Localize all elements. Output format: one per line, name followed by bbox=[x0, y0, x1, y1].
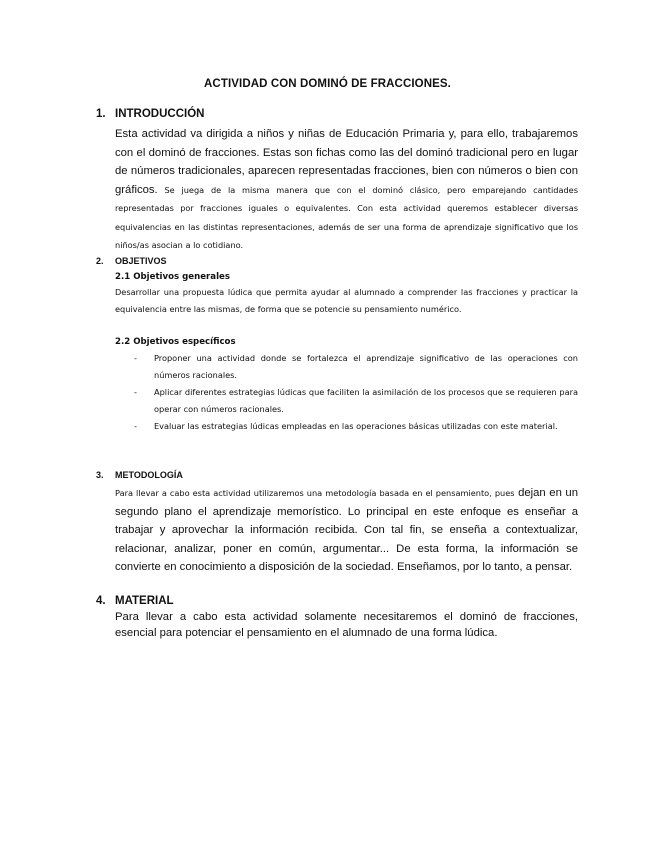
objetivos-generales-text: Desarrollar una propuesta lúdica que permita ayudar al alumnado a comprender las fracciones y practicar la equivalencia entre las mismas, de forma que se potencie su pensamiento numérico. bbox=[115, 287, 578, 314]
material-paragraph: Para llevar a cabo esta actividad solamente necesitaremos el dominó de fracciones, esencial para potenciar el pensamiento en el alumnado de una forma lúdica. bbox=[115, 611, 578, 639]
section-heading-material bbox=[96, 595, 174, 607]
section-number: 4. bbox=[96, 595, 106, 607]
section-heading-introduccion bbox=[96, 108, 204, 120]
subheading-objetivos-generales: 2.1 Objetivos generales bbox=[115, 272, 230, 282]
list-item bbox=[115, 418, 578, 435]
objetivos-especificos-list bbox=[115, 350, 578, 436]
bullet-marker: - bbox=[134, 387, 137, 398]
bullet-marker: - bbox=[134, 353, 137, 363]
intro-paragraph bbox=[115, 124, 578, 254]
section-number: 3. bbox=[96, 470, 104, 480]
document-title: ACTIVIDAD CON DOMINÓ DE FRACCIONES. bbox=[204, 78, 451, 90]
section-heading-metodologia bbox=[96, 470, 183, 480]
intro-text-part-a: Esta actividad va dirigida a niños y niñas de Educación Primaria y, para ello, trabajaremos con el dominó de fracciones. Estas son fichas como las del dominó tradicional pero en lugar de números tradicionales, aparecen representadas fracciones, bien con números o bien con gráficos. bbox=[115, 128, 578, 196]
section-number: 1. bbox=[96, 108, 106, 120]
section-title: MATERIAL bbox=[115, 595, 174, 607]
metodologia-text-part-b: dejan en un segundo plano el aprendizaje memorístico. Lo principal en este enfoque es enseñar a trabajar y aprovechar la información recibida. Con tal fin, se enseña a contextualizar, relacionar, analizar, poner en común, argumentar... De esta forma, la información se convierte en conocimiento a disposición de la sociedad. Enseñamos, por lo tanto, a pensar. bbox=[115, 487, 578, 574]
section-title: OBJETIVOS bbox=[115, 256, 167, 266]
metodologia-text-part-a: Para llevar a cabo esta actividad utilizaremos una metodología basada en el pensamiento, pues bbox=[115, 488, 515, 498]
intro-text-part-b: Se juega de la misma manera que con el dominó clásico, pero emparejando cantidades representadas por fracciones iguales o equivalentes. Con esta actividad queremos establecer diversas equivalencias en las distintas representaciones, además de ser una forma de aprendizaje significativo que los niños/as asocian a lo cotidiano. bbox=[115, 184, 578, 251]
list-item-text: Proponer una actividad donde se fortalezca el aprendizaje significativo de las operaciones con números racionales. bbox=[154, 353, 578, 380]
list-item-text: Aplicar diferentes estrategias lúdicas que faciliten la asimilación de los procesos que se requieren para operar con números racionales. bbox=[154, 387, 578, 414]
list-item bbox=[115, 384, 578, 417]
list-item-text: Evaluar las estrategias lúdicas empleadas en las operaciones básicas utilizadas con este material. bbox=[154, 421, 558, 432]
bullet-marker: - bbox=[134, 421, 137, 432]
section-number: 2. bbox=[96, 256, 104, 266]
section-title: INTRODUCCIÓN bbox=[115, 108, 205, 120]
section-heading-objetivos bbox=[96, 256, 167, 266]
list-item bbox=[115, 350, 578, 383]
section-title: METODOLOGÍA bbox=[115, 470, 183, 480]
subheading-objetivos-especificos: 2.2 Objetivos específicos bbox=[115, 337, 236, 347]
metodologia-paragraph bbox=[115, 483, 578, 576]
